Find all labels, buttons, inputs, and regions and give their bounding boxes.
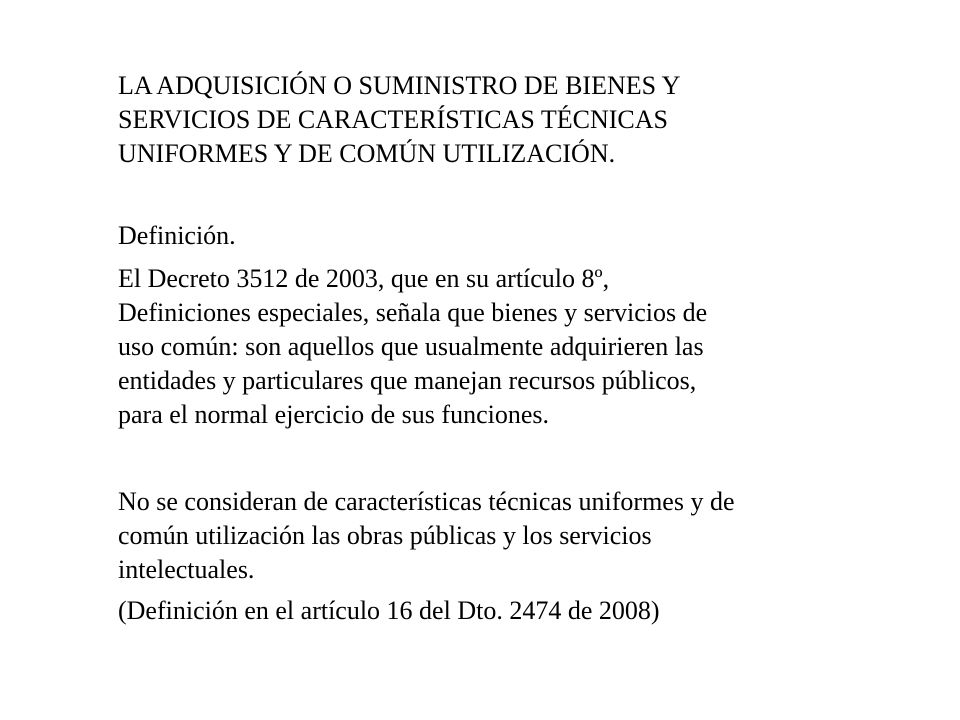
exclusion-line: intelectuales. — [118, 555, 255, 584]
definition-line: Definiciones especiales, señala que bienes y servicios de — [118, 298, 708, 327]
slide-title — [118, 69, 858, 171]
definition-line: entidades y particulares que manejan recursos públicos, — [118, 366, 697, 395]
definition-line: uso común: son aquellos que usualmente adquirieren las — [118, 332, 704, 361]
exclusion-paragraph — [118, 485, 858, 587]
title-line: UNIFORMES Y DE COMÚN UTILIZACIÓN. — [118, 139, 616, 168]
title-line: LA ADQUISICIÓN O SUMINISTRO DE BIENES Y — [118, 71, 681, 100]
reference-note: (Definición en el artículo 16 del Dto. 2474 de 2008) — [118, 596, 660, 625]
definition-line: El Decreto 3512 de 2003, que en su artículo 8º, — [118, 264, 610, 293]
exclusion-line: común utilización las obras públicas y los servicios — [118, 521, 652, 550]
exclusion-line: No se consideran de características técnicas uniformes y de — [118, 487, 735, 516]
definition-paragraph — [118, 262, 858, 432]
definition-line: para el normal ejercicio de sus funciones. — [118, 400, 549, 429]
title-line: SERVICIOS DE CARACTERÍSTICAS TÉCNICAS — [118, 105, 668, 134]
definition-heading: Definición. — [118, 221, 236, 250]
